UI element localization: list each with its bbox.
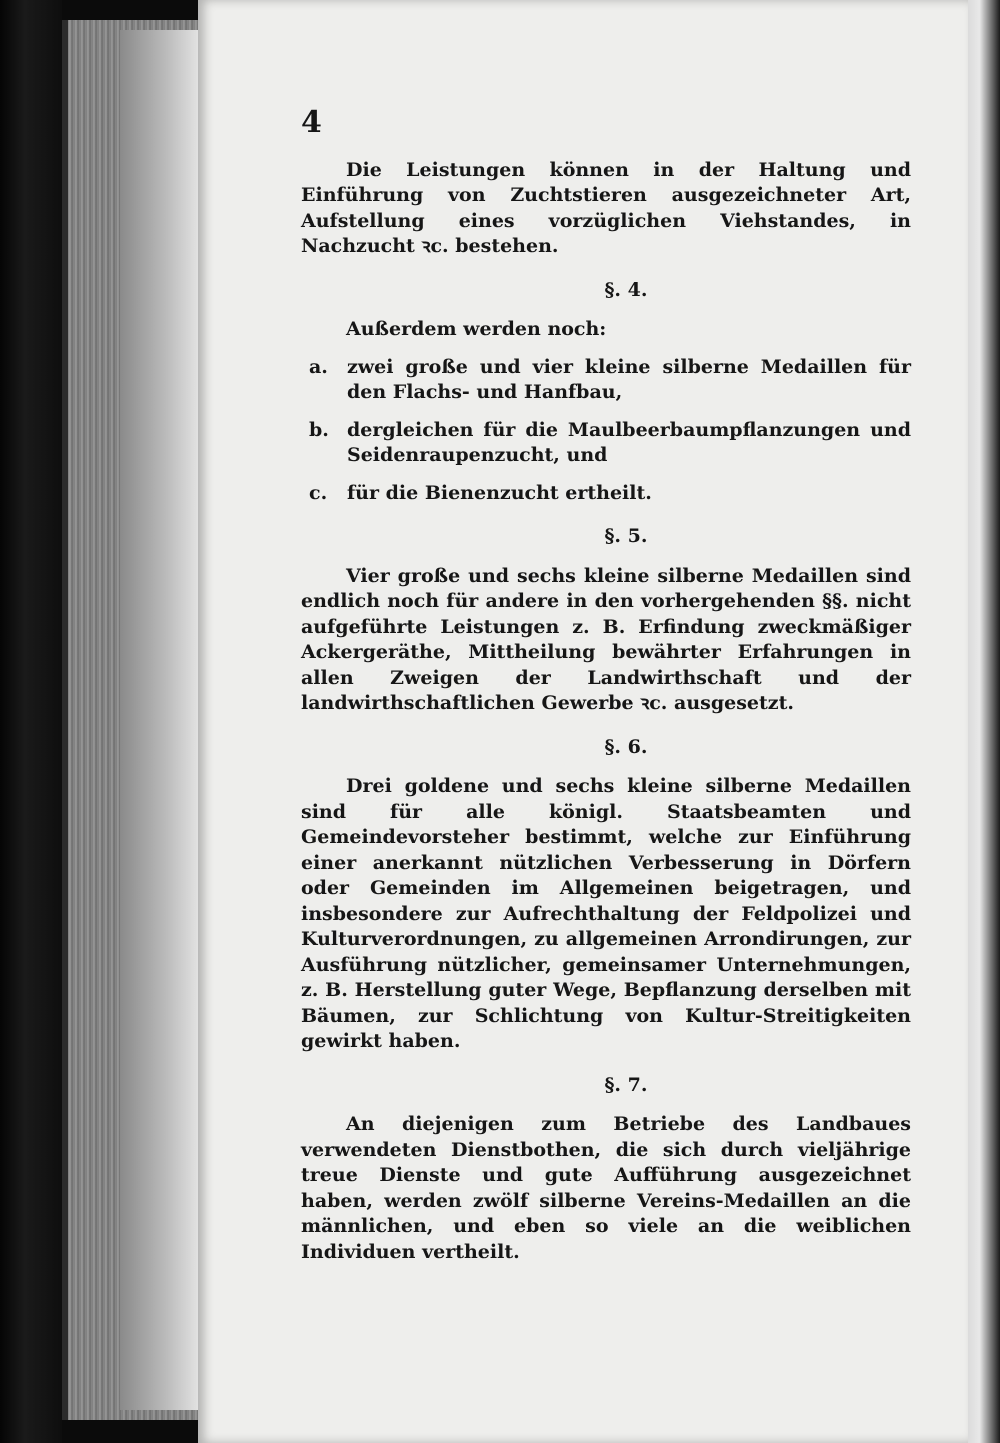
page-edges-inner [120,30,200,1410]
list-item-marker: b. [309,418,329,441]
section-5-heading: §. 5. [604,525,648,547]
book-page [198,0,968,1443]
list-item [301,481,911,507]
book-spine [0,0,62,1443]
section-6-paragraph: Drei goldene und sechs kleine silberne Medaillen sind für alle königl. Staatsbeamten und Gemeindevorsteher bestimmt, welche zur Einführung einer anerkannt nützlichen Verbesserung in Dörfern oder Gemeinden im Allgemeinen beigetragen, und insbesondere zur Aufrechthaltung der Feldpolizei und Kulturverordnungen, zu allgemeinen Arrondirungen, zur Ausführung nützlicher, gemeinsamer Unternehmungen, z. B. Herstellung guter Wege, Bepflanzung derselben mit Bäumen, zur Schlichtung von Kultur-Streitigkeiten gewirkt haben. [301,775,911,1052]
section-4-lead: Außerdem werden noch: [346,318,607,340]
page-number: 4 [301,105,322,140]
intro-paragraph: Die Leistungen können in der Haltung und Einführung von Zuchtstieren ausgezeichneter Art, Aufstellung eines vorzüglichen Viehstandes, in Nachzucht ꝛc. bestehen. [301,158,911,257]
list-item [301,418,911,469]
section-6-heading: §. 6. [604,735,648,758]
section-7-paragraph: An diejenigen zum Betriebe des Landbaues verwendeten Dienstbothen, die sich durch vieljährige treue Dienste und gute Aufführung ausgezeichnet haben, werden zwölf silberne Vereins-Medaillen an die männlichen, und eben so viele an die weiblichen Individuen vertheilt. [301,1113,911,1263]
list-item-text: dergleichen für die Maulbeerbaumpflanzungen und Seidenraupenzucht, und [347,418,911,466]
list-item-marker: a. [309,355,328,378]
list-item [301,355,911,406]
list-item-marker: c. [309,481,328,504]
list-item-text: für die Bienenzucht ertheilt. [347,481,652,504]
section-7-heading: §. 7. [604,1073,648,1096]
page-content [301,105,911,1265]
list-item-text: zwei große und vier kleine silberne Medaillen für den Flachs- und Hanfbau, [347,355,911,403]
section-5-paragraph: Vier große und sechs kleine silberne Medaillen sind endlich noch für andere in den vorhergehenden §§. nicht aufgeführte Leistungen z. B. Erfindung zweckmäßiger Ackergeräthe, Mittheilung bewährter Erfahrungen in allen Zweigen der Landwirthschaft und der landwirthschaftlichen Gewerbe ꝛc. ausgesetzt. [301,564,911,714]
right-page-edge [966,0,1000,1443]
section-4-heading: §. 4. [604,278,648,301]
